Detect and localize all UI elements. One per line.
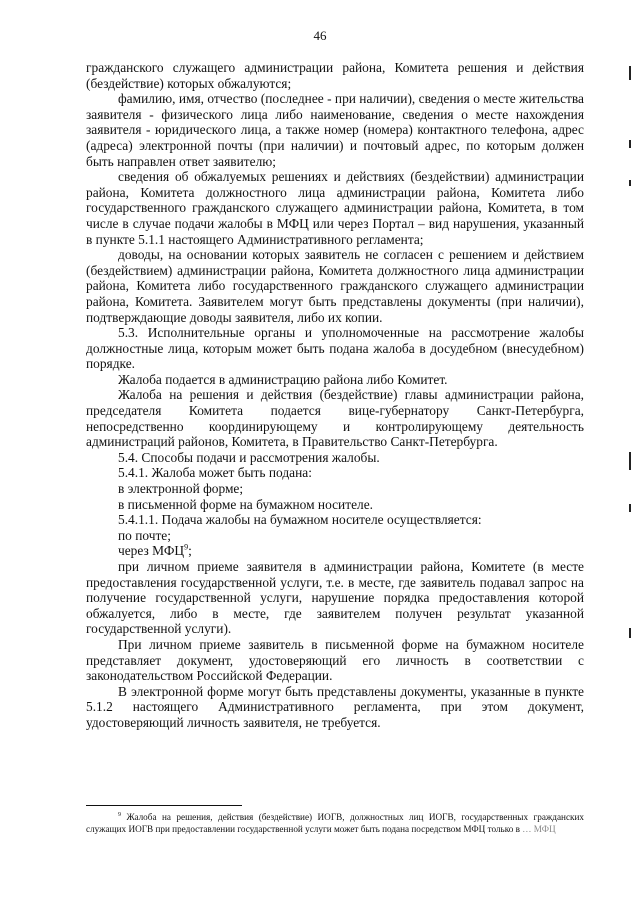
paragraph-section-5-3: 5.3. Исполнительные органы и уполномоченные на рассмотрение жалобы должностные лица, которым может быть подана жалоба в досудебном (внесудебном) порядке. xyxy=(86,325,584,372)
paragraph-via-mfc xyxy=(86,543,584,559)
scan-edge-mark xyxy=(629,628,631,638)
scan-edge-mark xyxy=(629,66,631,80)
document-body xyxy=(86,60,584,731)
scan-edge-mark xyxy=(629,452,631,470)
footnote-marker: 9 xyxy=(118,811,121,818)
scan-edge-mark xyxy=(629,504,631,512)
footnote xyxy=(86,812,584,835)
paragraph-continuation: гражданского служащего администрации района, Комитета решения и действия (бездействие) которых обжалуются; xyxy=(86,60,584,91)
paragraph-electronic-documents: В электронной форме могут быть представлены документы, указанные в пункте 5.1.2 настоящего Административного регламента, при этом документ, удостоверяющий личность заявителя, не требуется. xyxy=(86,683,584,730)
scan-edge-mark xyxy=(629,140,631,148)
paragraph-personal-reception: при личном приеме заявителя в администрации района, Комитете (в месте предоставления государственной услуги, т.е. в месте, где заявитель подавал запрос на получение государственной услуги, нарушение порядка предоставления которой обжалуется, либо в месте, где заявителем получен результат указанной государственной услуги). xyxy=(86,559,584,637)
paragraph-identity-document: При личном приеме заявитель в письменной форме на бумажном носителе представляет документ, удостоверяющий его личность в соответствии с законодательством Российской Федерации. xyxy=(86,636,584,684)
paragraph-arguments: доводы, на основании которых заявитель не согласен с решением и действием (бездействием) администрации района, Комитета должностного лица администрации района, Комитета либо государственного гражданского служащего администрации района, Комитета. Заявителем могут быть представлены документы (при наличии), подтверждающие доводы заявителя, либо их копии. xyxy=(86,247,584,325)
paragraph-complaint-filed: Жалоба подается в администрацию района либо Комитет. xyxy=(118,371,448,387)
paragraph-section-5-4-1: 5.4.1. Жалоба может быть подана: xyxy=(118,465,312,481)
paragraph-by-mail: по почте; xyxy=(118,527,171,543)
page-number: 46 xyxy=(313,28,327,43)
footnote-text: Жалоба на решения, действия (бездействие) ИОГВ, должностных лиц ИОГВ, государственных гражданских служащих ИОГВ при предоставлении государственной услуги может быть подана посредством МФЦ только в xyxy=(86,812,584,834)
paragraph-appealed-decisions: сведения об обжалуемых решениях и действиях (бездействии) администрации района, Комитета должностного лица администрации района, Комитета либо государственного гражданского служащего администрации района, Комитета, в том числе в случае подачи жалобы в МФЦ или через Портал – вид нарушения, указанный в пункте 5.1.1 настоящего Административного регламента; xyxy=(86,169,584,247)
footnote-faded-tail: … МФЦ xyxy=(522,823,556,834)
paragraph-paper-form: в письменной форме на бумажном носителе. xyxy=(118,496,373,512)
via-mfc-tail: ; xyxy=(188,543,192,559)
paragraph-applicant-details: фамилию, имя, отчество (последнее - при наличии), сведения о месте жительства заявителя - физического лица либо наименование, сведения о месте нахождения заявителя - юридического лица, а также номер (номера) контактного телефона, адрес (адреса) электронной почты (при наличии) и почтовый адрес, по которым должен быть направлен ответ заявителю; xyxy=(86,91,584,169)
via-mfc-text: через МФЦ xyxy=(118,543,185,559)
scan-edge-mark xyxy=(629,180,631,186)
paragraph-electronic-form: в электронной форме; xyxy=(118,481,244,497)
paragraph-complaint-head: Жалоба на решения и действия (бездействие) главы администрации района, председателя Комитета подается вице-губернатору Санкт-Петербурга, непосредственно координирующему и контролирующему деятельность администраций районов, Комитета, в Правительство Санкт-Петербурга. xyxy=(86,387,584,450)
paragraph-section-5-4-1-1: 5.4.1.1. Подача жалобы на бумажном носителе осуществляется: xyxy=(118,512,482,528)
paragraph-section-5-4: 5.4. Способы подачи и рассмотрения жалобы. xyxy=(118,449,380,465)
footnote-reference[interactable]: 9 xyxy=(184,542,189,552)
footnote-separator xyxy=(86,805,242,806)
